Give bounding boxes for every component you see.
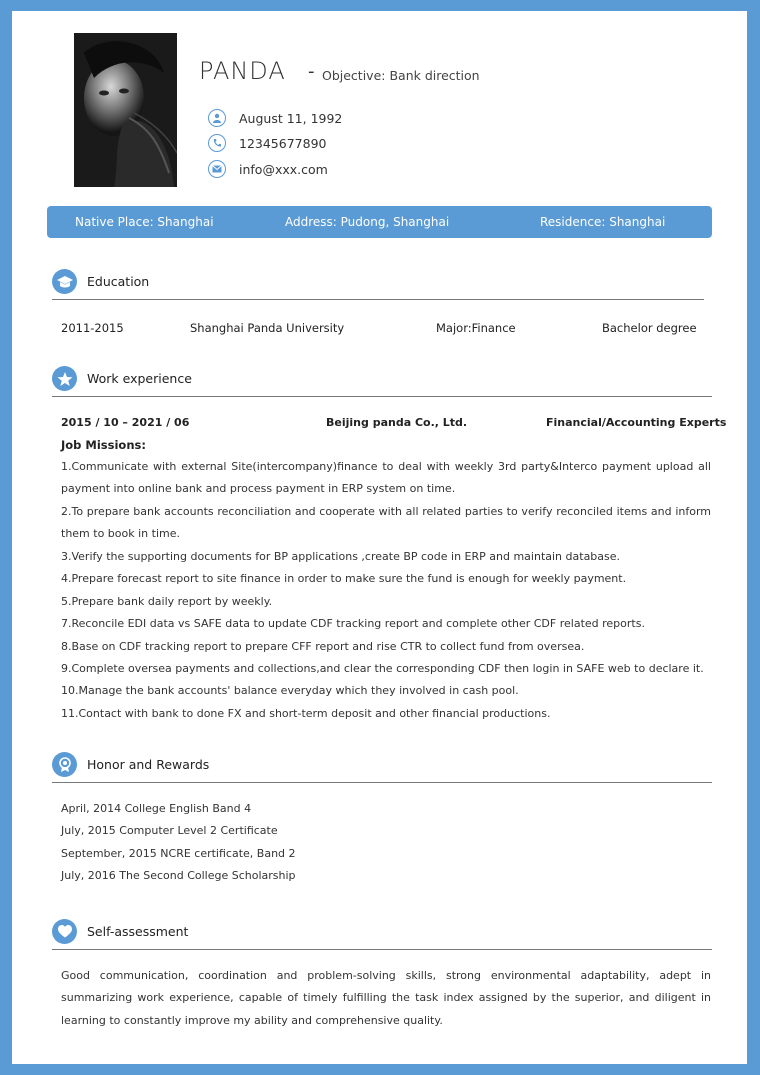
mission-item: 1.Communicate with external Site(intercompany)finance to deal with weekly 3rd party&Interco payment upload all payment into online bank and process payment in ERP system on time.: [61, 460, 711, 496]
self-text: Good communication, coordination and problem-solving skills, strong environmental adaptability, adept in summarizing work experience, capable of timely fulfilling the task index assigned by the superior, and diligent in learning to constantly improve my ability and comprehensive quality.: [61, 969, 711, 1027]
profile-photo: [74, 33, 177, 187]
education-title: Education: [87, 274, 150, 289]
education-header: [52, 269, 149, 294]
work-title: Work experience: [87, 371, 192, 386]
star-icon: [52, 366, 77, 391]
phone-row: [208, 133, 326, 153]
mission-item: 4.Prepare forecast report to site finance in order to make sure the fund is enough for weekly payment.: [61, 572, 627, 586]
candidate-name: PANDA: [199, 57, 286, 85]
education-school: Shanghai Panda University: [190, 321, 345, 335]
honor-item: April, 2014 College English Band 4: [61, 802, 252, 815]
mission-item: 8.Base on CDF tracking report to prepare CFF report and rise CTR to collect fund from oversea.: [61, 639, 585, 653]
mission-item: 7.Reconcile EDI data vs SAFE data to update CDF tracking report and complete other CDF related reports.: [61, 617, 645, 631]
honors-list: [61, 798, 296, 888]
mission-item: 5.Prepare bank daily report by weekly.: [61, 594, 273, 608]
mission-item: 3.Verify the supporting documents for BP applications ,create BP code in ERP and maintain database.: [61, 550, 621, 563]
person-icon: [208, 109, 226, 127]
work-period: 2015 / 10 – 2021 / 06: [61, 416, 190, 429]
work-header: [52, 366, 192, 391]
honors-title: Honor and Rewards: [87, 757, 210, 772]
honor-item: July, 2016 The Second College Scholarship: [61, 869, 296, 883]
objective: Objective: Bank direction: [322, 68, 480, 83]
native-place: Native Place: Shanghai: [75, 215, 214, 229]
honor-item: September, 2015 NCRE certificate, Band 2: [61, 846, 296, 860]
self-rule: [52, 949, 712, 950]
birthday-row: [208, 108, 342, 128]
mission-item: 2.To prepare bank accounts reconciliation and cooperate with all related parties to verify reconciled items and inform them to book in time.: [61, 505, 711, 541]
birthday: August 11, 1992: [239, 110, 343, 126]
education-degree: Bachelor degree: [602, 321, 697, 335]
info-band: [47, 206, 712, 238]
education-major: Major:Finance: [436, 321, 516, 335]
phone: 12345677890: [239, 135, 327, 151]
education-years: 2011-2015: [61, 321, 124, 335]
address: Address: Pudong, Shanghai: [285, 215, 450, 229]
work-company: Beijing panda Co., Ltd.: [326, 416, 468, 429]
mission-item: 9.Complete oversea payments and collections,and clear the corresponding CDF then login in SAFE web to declare it.: [61, 662, 704, 676]
self-header: [52, 919, 188, 944]
work-rule: [52, 396, 712, 397]
email-row: [208, 159, 328, 179]
phone-icon: [208, 134, 226, 152]
residence: Residence: Shanghai: [540, 215, 666, 229]
job-missions-title: Job Missions:: [61, 438, 146, 452]
heart-icon: [52, 919, 77, 944]
self-title: Self-assessment: [87, 924, 189, 939]
name-dash: -: [308, 61, 315, 82]
graduation-cap-icon: [52, 269, 77, 294]
mission-item: 10.Manage the bank accounts' balance everyday which they involved in cash pool.: [61, 684, 519, 698]
envelope-icon: [208, 160, 226, 178]
work-position: Financial/Accounting Experts: [546, 416, 727, 429]
honors-header: [52, 752, 209, 777]
education-rule: [52, 299, 704, 300]
email: info@xxx.com: [239, 161, 328, 177]
resume-sheet: [12, 11, 747, 1064]
mission-item: 11.Contact with bank to done FX and short-term deposit and other financial productions.: [61, 706, 551, 720]
medal-icon: [52, 752, 77, 777]
honor-item: July, 2015 Computer Level 2 Certificate: [61, 824, 278, 838]
mission-list: [61, 546, 704, 725]
honors-rule: [52, 782, 712, 783]
